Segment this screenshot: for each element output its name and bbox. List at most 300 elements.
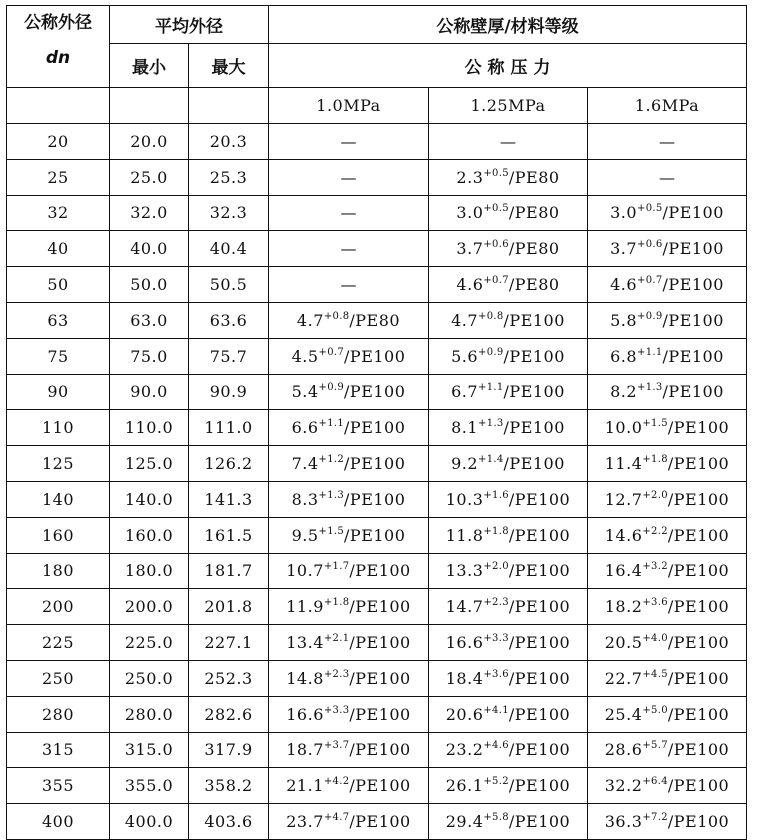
max-od-cell: 50.5 xyxy=(189,267,269,303)
material-grade: /PE100 xyxy=(508,561,571,581)
material-grade: /PE100 xyxy=(349,776,411,796)
table-row xyxy=(7,732,747,768)
dn-cell: 315 xyxy=(7,732,110,768)
wall-thickness-cell xyxy=(588,696,747,732)
wall-value: 4.7 xyxy=(451,310,479,330)
table-header xyxy=(7,6,747,124)
material-grade: /PE100 xyxy=(344,346,406,366)
empty-dash: — xyxy=(659,167,675,187)
wall-value: 6.8 xyxy=(610,346,638,366)
wall-thickness-cell xyxy=(429,338,588,374)
max-od-cell: 40.4 xyxy=(189,231,269,267)
wall-thickness-cell xyxy=(269,302,429,338)
tolerance: +2.3 xyxy=(323,668,350,680)
material-grade: /PE100 xyxy=(503,454,565,474)
tolerance: +2.1 xyxy=(323,633,350,645)
header-row-3 xyxy=(7,88,747,124)
wall-thickness-cell xyxy=(429,625,588,661)
max-od-cell: 358.2 xyxy=(189,768,269,804)
tolerance: +2.2 xyxy=(642,525,668,537)
max-od-header: 最大 xyxy=(189,44,269,88)
wall-value: 25.4 xyxy=(604,704,643,724)
max-od-cell: 75.7 xyxy=(189,338,269,374)
max-od-cell: 63.6 xyxy=(189,302,269,338)
tolerance: +2.0 xyxy=(483,561,509,573)
dn-cell: 50 xyxy=(7,267,110,303)
empty-dash: — xyxy=(340,275,357,295)
tolerance: +0.8 xyxy=(478,310,504,322)
blank-cell xyxy=(110,88,189,124)
table-row xyxy=(7,410,747,446)
wall-thickness-cell xyxy=(429,374,588,410)
wall-grade-header: 公称壁厚/材料等级 xyxy=(269,6,747,44)
empty-dash: — xyxy=(500,131,516,151)
dn-cell: 160 xyxy=(7,517,110,553)
tolerance: +7.2 xyxy=(642,812,668,824)
wall-thickness-cell xyxy=(269,804,429,840)
tolerance: +0.7 xyxy=(318,346,345,358)
table-row xyxy=(7,660,747,696)
tolerance: +1.3 xyxy=(478,418,504,430)
tolerance: +3.7 xyxy=(323,740,350,752)
dn-cell: 140 xyxy=(7,481,110,517)
wall-value: 18.7 xyxy=(286,740,324,760)
material-grade: /PE100 xyxy=(667,776,730,796)
wall-thickness-cell xyxy=(429,231,588,267)
max-od-cell: 403.6 xyxy=(189,804,269,840)
material-grade: /PE100 xyxy=(508,668,571,688)
wall-thickness-cell xyxy=(588,589,747,625)
table-row xyxy=(7,195,747,231)
wall-value: 13.4 xyxy=(286,633,324,653)
wall-value: 9.5 xyxy=(291,525,319,545)
wall-value: 10.3 xyxy=(445,489,484,509)
table-row xyxy=(7,804,747,840)
wall-thickness-cell xyxy=(588,446,747,482)
wall-value: 32.2 xyxy=(604,776,643,796)
material-grade: /PE100 xyxy=(349,740,411,760)
min-od-cell: 63.0 xyxy=(110,302,189,338)
dn-cell: 400 xyxy=(7,804,110,840)
empty-dash: — xyxy=(340,239,357,259)
wall-value: 8.3 xyxy=(291,489,319,509)
wall-value: 23.7 xyxy=(286,812,324,832)
dn-cell: 110 xyxy=(7,410,110,446)
wall-value: 20.5 xyxy=(604,633,643,653)
wall-thickness-cell xyxy=(588,481,747,517)
min-od-cell: 40.0 xyxy=(110,231,189,267)
wall-thickness-cell xyxy=(429,302,588,338)
wall-value: 18.4 xyxy=(445,668,484,688)
wall-value: 16.6 xyxy=(445,633,484,653)
min-od-cell: 32.0 xyxy=(110,195,189,231)
material-grade: /PE80 xyxy=(349,310,401,330)
max-od-cell: 282.6 xyxy=(189,696,269,732)
material-grade: /PE100 xyxy=(667,561,730,581)
tolerance: +5.8 xyxy=(483,812,509,824)
table-row xyxy=(7,768,747,804)
material-grade: /PE100 xyxy=(667,597,730,617)
wall-value: 4.6 xyxy=(610,275,638,295)
wall-thickness-cell xyxy=(429,481,588,517)
tolerance: +2.0 xyxy=(642,489,668,501)
min-od-cell: 315.0 xyxy=(110,732,189,768)
wall-value: 6.7 xyxy=(451,382,479,402)
wall-value: 5.4 xyxy=(291,382,319,402)
tolerance: +1.1 xyxy=(318,418,345,430)
material-grade: /PE100 xyxy=(349,633,411,653)
wall-thickness-cell xyxy=(269,696,429,732)
wall-thickness-cell xyxy=(269,768,429,804)
wall-thickness-cell xyxy=(429,589,588,625)
wall-value: 14.8 xyxy=(286,668,324,688)
wall-value: 10.7 xyxy=(286,561,324,581)
material-grade: /PE100 xyxy=(662,203,724,223)
wall-thickness-cell xyxy=(588,374,747,410)
min-od-cell: 50.0 xyxy=(110,267,189,303)
material-grade: /PE100 xyxy=(662,275,724,295)
wall-thickness-cell xyxy=(269,625,429,661)
material-grade: /PE100 xyxy=(662,382,724,402)
wall-thickness-cell xyxy=(269,446,429,482)
max-od-cell: 126.2 xyxy=(189,446,269,482)
material-grade: /PE100 xyxy=(508,597,571,617)
nominal-pressure-header: 公 称 压 力 xyxy=(269,44,747,88)
material-grade: /PE100 xyxy=(508,704,571,724)
wall-thickness-cell xyxy=(429,804,588,840)
tolerance: +2.3 xyxy=(483,597,509,609)
wall-value: 16.4 xyxy=(604,561,643,581)
tolerance: +1.3 xyxy=(318,489,345,501)
empty-dash: — xyxy=(340,167,357,187)
max-od-cell: 181.7 xyxy=(189,553,269,589)
dn-cell: 250 xyxy=(7,660,110,696)
min-od-cell: 250.0 xyxy=(110,660,189,696)
tolerance: +4.0 xyxy=(642,633,668,645)
wall-thickness-cell xyxy=(429,732,588,768)
tolerance: +6.4 xyxy=(642,776,668,788)
blank-cell xyxy=(189,88,269,124)
wall-value: 4.6 xyxy=(456,275,484,295)
wall-thickness-cell xyxy=(588,195,747,231)
wall-thickness-cell xyxy=(588,231,747,267)
wall-thickness-cell xyxy=(588,625,747,661)
min-od-cell: 160.0 xyxy=(110,517,189,553)
wall-value: 4.5 xyxy=(291,346,319,366)
min-od-cell: 25.0 xyxy=(110,159,189,195)
table-row xyxy=(7,374,747,410)
tolerance: +1.5 xyxy=(642,418,668,430)
table-row xyxy=(7,159,747,195)
wall-thickness-cell xyxy=(429,410,588,446)
nominal-od-header xyxy=(7,6,110,88)
tolerance: +0.5 xyxy=(483,167,509,179)
material-grade: /PE100 xyxy=(508,812,571,832)
wall-thickness-cell xyxy=(269,589,429,625)
table-row xyxy=(7,553,747,589)
table-row xyxy=(7,589,747,625)
tolerance: +4.1 xyxy=(483,704,509,716)
material-grade: /PE100 xyxy=(667,812,730,832)
wall-value: 13.3 xyxy=(445,561,484,581)
wall-value: 22.7 xyxy=(604,668,643,688)
max-od-cell: 32.3 xyxy=(189,195,269,231)
tolerance: +1.6 xyxy=(483,489,509,501)
tolerance: +3.3 xyxy=(483,633,509,645)
wall-value: 12.7 xyxy=(604,489,643,509)
wall-thickness-cell xyxy=(429,124,588,160)
tolerance: +4.6 xyxy=(483,740,509,752)
wall-thickness-cell xyxy=(429,553,588,589)
max-od-cell: 227.1 xyxy=(189,625,269,661)
dn-symbol: dn xyxy=(45,48,71,68)
pressure-1-0-header: 1.0MPa xyxy=(269,88,429,124)
wall-thickness-cell xyxy=(588,302,747,338)
material-grade: /PE100 xyxy=(349,668,411,688)
table-row xyxy=(7,446,747,482)
wall-value: 29.4 xyxy=(445,812,484,832)
min-od-cell: 355.0 xyxy=(110,768,189,804)
tolerance: +0.5 xyxy=(483,203,509,215)
tolerance: +1.8 xyxy=(642,454,668,466)
min-od-cell: 180.0 xyxy=(110,553,189,589)
material-grade: /PE100 xyxy=(508,633,571,653)
nominal-od-label: 公称外径 xyxy=(24,13,92,33)
min-od-cell: 400.0 xyxy=(110,804,189,840)
material-grade: /PE100 xyxy=(667,418,730,438)
wall-thickness-cell xyxy=(588,338,747,374)
material-grade: /PE100 xyxy=(503,346,565,366)
wall-thickness-cell xyxy=(588,660,747,696)
wall-value: 4.7 xyxy=(296,310,324,330)
tolerance: +0.5 xyxy=(637,203,663,215)
material-grade: /PE100 xyxy=(349,812,411,832)
tolerance: +5.7 xyxy=(642,740,668,752)
dn-cell: 180 xyxy=(7,553,110,589)
min-od-cell: 140.0 xyxy=(110,481,189,517)
wall-value: 36.3 xyxy=(604,812,643,832)
table-body xyxy=(7,124,747,840)
min-od-cell: 110.0 xyxy=(110,410,189,446)
max-od-cell: 111.0 xyxy=(189,410,269,446)
empty-dash: — xyxy=(659,131,675,151)
dn-cell: 225 xyxy=(7,625,110,661)
tolerance: +5.2 xyxy=(483,776,509,788)
tolerance: +0.9 xyxy=(318,382,345,394)
tolerance: +0.9 xyxy=(637,310,663,322)
dn-cell: 63 xyxy=(7,302,110,338)
wall-thickness-cell xyxy=(588,553,747,589)
wall-thickness-cell xyxy=(269,410,429,446)
max-od-cell: 161.5 xyxy=(189,517,269,553)
tolerance: +1.8 xyxy=(483,525,509,537)
wall-value: 3.7 xyxy=(610,239,638,259)
wall-value: 9.2 xyxy=(451,454,479,474)
tolerance: +0.6 xyxy=(483,239,509,251)
tolerance: +4.2 xyxy=(323,776,350,788)
table-row xyxy=(7,625,747,661)
wall-value: 26.1 xyxy=(445,776,484,796)
material-grade: /PE100 xyxy=(667,454,730,474)
tolerance: +3.6 xyxy=(642,597,668,609)
wall-value: 10.0 xyxy=(604,418,643,438)
wall-thickness-cell xyxy=(429,768,588,804)
material-grade: /PE100 xyxy=(503,382,565,402)
wall-thickness-cell xyxy=(588,124,747,160)
header-row-1 xyxy=(7,6,747,44)
material-grade: /PE100 xyxy=(508,776,571,796)
material-grade: /PE100 xyxy=(344,489,406,509)
material-grade: /PE100 xyxy=(667,740,730,760)
material-grade: /PE100 xyxy=(662,239,724,259)
dn-cell: 90 xyxy=(7,374,110,410)
min-od-cell: 75.0 xyxy=(110,338,189,374)
wall-thickness-cell xyxy=(429,660,588,696)
material-grade: /PE80 xyxy=(508,239,560,259)
table-row xyxy=(7,696,747,732)
empty-dash: — xyxy=(340,203,357,223)
wall-thickness-cell xyxy=(588,768,747,804)
material-grade: /PE100 xyxy=(667,489,730,509)
min-od-cell: 200.0 xyxy=(110,589,189,625)
material-grade: /PE100 xyxy=(344,418,406,438)
wall-value: 16.6 xyxy=(286,704,324,724)
dn-cell: 32 xyxy=(7,195,110,231)
material-grade: /PE100 xyxy=(662,346,724,366)
material-grade: /PE100 xyxy=(349,561,411,581)
wall-value: 8.1 xyxy=(451,418,479,438)
wall-value: 28.6 xyxy=(604,740,643,760)
max-od-cell: 25.3 xyxy=(189,159,269,195)
tolerance: +1.1 xyxy=(637,346,663,358)
tolerance: +1.1 xyxy=(478,382,504,394)
wall-thickness-cell xyxy=(269,517,429,553)
material-grade: /PE100 xyxy=(667,668,730,688)
material-grade: /PE100 xyxy=(344,454,406,474)
dn-cell: 20 xyxy=(7,124,110,160)
wall-value: 3.7 xyxy=(456,239,484,259)
material-grade: /PE80 xyxy=(508,275,560,295)
wall-value: 8.2 xyxy=(610,382,638,402)
table-row xyxy=(7,517,747,553)
tolerance: +0.6 xyxy=(637,239,663,251)
wall-thickness-cell xyxy=(588,159,747,195)
pressure-1-6-header: 1.6MPa xyxy=(588,88,747,124)
max-od-cell: 201.8 xyxy=(189,589,269,625)
wall-thickness-cell xyxy=(429,517,588,553)
tolerance: +0.7 xyxy=(637,275,663,287)
table-row xyxy=(7,338,747,374)
dn-cell: 40 xyxy=(7,231,110,267)
wall-thickness-cell xyxy=(269,660,429,696)
wall-value: 23.2 xyxy=(445,740,484,760)
table-row xyxy=(7,481,747,517)
material-grade: /PE100 xyxy=(508,489,571,509)
dn-cell: 75 xyxy=(7,338,110,374)
wall-thickness-cell xyxy=(429,195,588,231)
tolerance: +1.2 xyxy=(318,454,345,466)
wall-thickness-cell xyxy=(588,410,747,446)
wall-value: 11.8 xyxy=(445,525,484,545)
tolerance: +1.4 xyxy=(478,454,504,466)
pipe-spec-table xyxy=(6,5,747,840)
wall-thickness-cell xyxy=(269,267,429,303)
tolerance: +0.8 xyxy=(323,310,350,322)
wall-value: 14.7 xyxy=(445,597,484,617)
tolerance: +0.7 xyxy=(483,275,509,287)
tolerance: +1.3 xyxy=(637,382,663,394)
avg-od-header: 平均外径 xyxy=(110,6,269,44)
tolerance: +3.3 xyxy=(323,704,350,716)
wall-value: 2.3 xyxy=(456,167,484,187)
material-grade: /PE100 xyxy=(667,704,730,724)
material-grade: /PE100 xyxy=(349,597,411,617)
min-od-cell: 225.0 xyxy=(110,625,189,661)
tolerance: +1.5 xyxy=(318,525,345,537)
material-grade: /PE100 xyxy=(344,525,406,545)
tolerance: +4.7 xyxy=(323,812,350,824)
wall-value: 3.0 xyxy=(610,203,638,223)
wall-thickness-cell xyxy=(269,481,429,517)
wall-thickness-cell xyxy=(269,374,429,410)
dn-cell: 200 xyxy=(7,589,110,625)
tolerance: +4.5 xyxy=(642,668,668,680)
tolerance: +5.0 xyxy=(642,704,668,716)
table-row xyxy=(7,231,747,267)
material-grade: /PE100 xyxy=(662,310,724,330)
min-od-cell: 280.0 xyxy=(110,696,189,732)
wall-thickness-cell xyxy=(429,696,588,732)
tolerance: +3.2 xyxy=(642,561,668,573)
wall-thickness-cell xyxy=(588,517,747,553)
wall-value: 20.6 xyxy=(445,704,484,724)
material-grade: /PE100 xyxy=(344,382,406,402)
dn-cell: 25 xyxy=(7,159,110,195)
wall-value: 7.4 xyxy=(291,454,319,474)
wall-value: 6.6 xyxy=(291,418,319,438)
wall-thickness-cell xyxy=(588,267,747,303)
wall-value: 11.4 xyxy=(604,454,643,474)
material-grade: /PE100 xyxy=(503,418,565,438)
wall-thickness-cell xyxy=(588,804,747,840)
wall-thickness-cell xyxy=(429,159,588,195)
max-od-cell: 317.9 xyxy=(189,732,269,768)
min-od-header: 最小 xyxy=(110,44,189,88)
wall-value: 21.1 xyxy=(286,776,324,796)
wall-thickness-cell xyxy=(269,159,429,195)
material-grade: /PE80 xyxy=(508,203,560,223)
max-od-cell: 20.3 xyxy=(189,124,269,160)
tolerance: +1.7 xyxy=(323,561,350,573)
tolerance: +1.8 xyxy=(323,597,350,609)
dn-cell: 125 xyxy=(7,446,110,482)
material-grade: /PE100 xyxy=(349,704,411,724)
wall-thickness-cell xyxy=(269,195,429,231)
min-od-cell: 20.0 xyxy=(110,124,189,160)
tolerance: +3.6 xyxy=(483,668,509,680)
material-grade: /PE100 xyxy=(503,310,565,330)
material-grade: /PE100 xyxy=(508,740,571,760)
min-od-cell: 90.0 xyxy=(110,374,189,410)
material-grade: /PE80 xyxy=(508,167,560,187)
header-row-2 xyxy=(7,44,747,88)
wall-value: 5.8 xyxy=(610,310,638,330)
pressure-1-25-header: 1.25MPa xyxy=(429,88,588,124)
tolerance: +0.9 xyxy=(478,346,504,358)
wall-value: 5.6 xyxy=(451,346,479,366)
blank-cell xyxy=(7,88,110,124)
empty-dash: — xyxy=(340,131,357,151)
